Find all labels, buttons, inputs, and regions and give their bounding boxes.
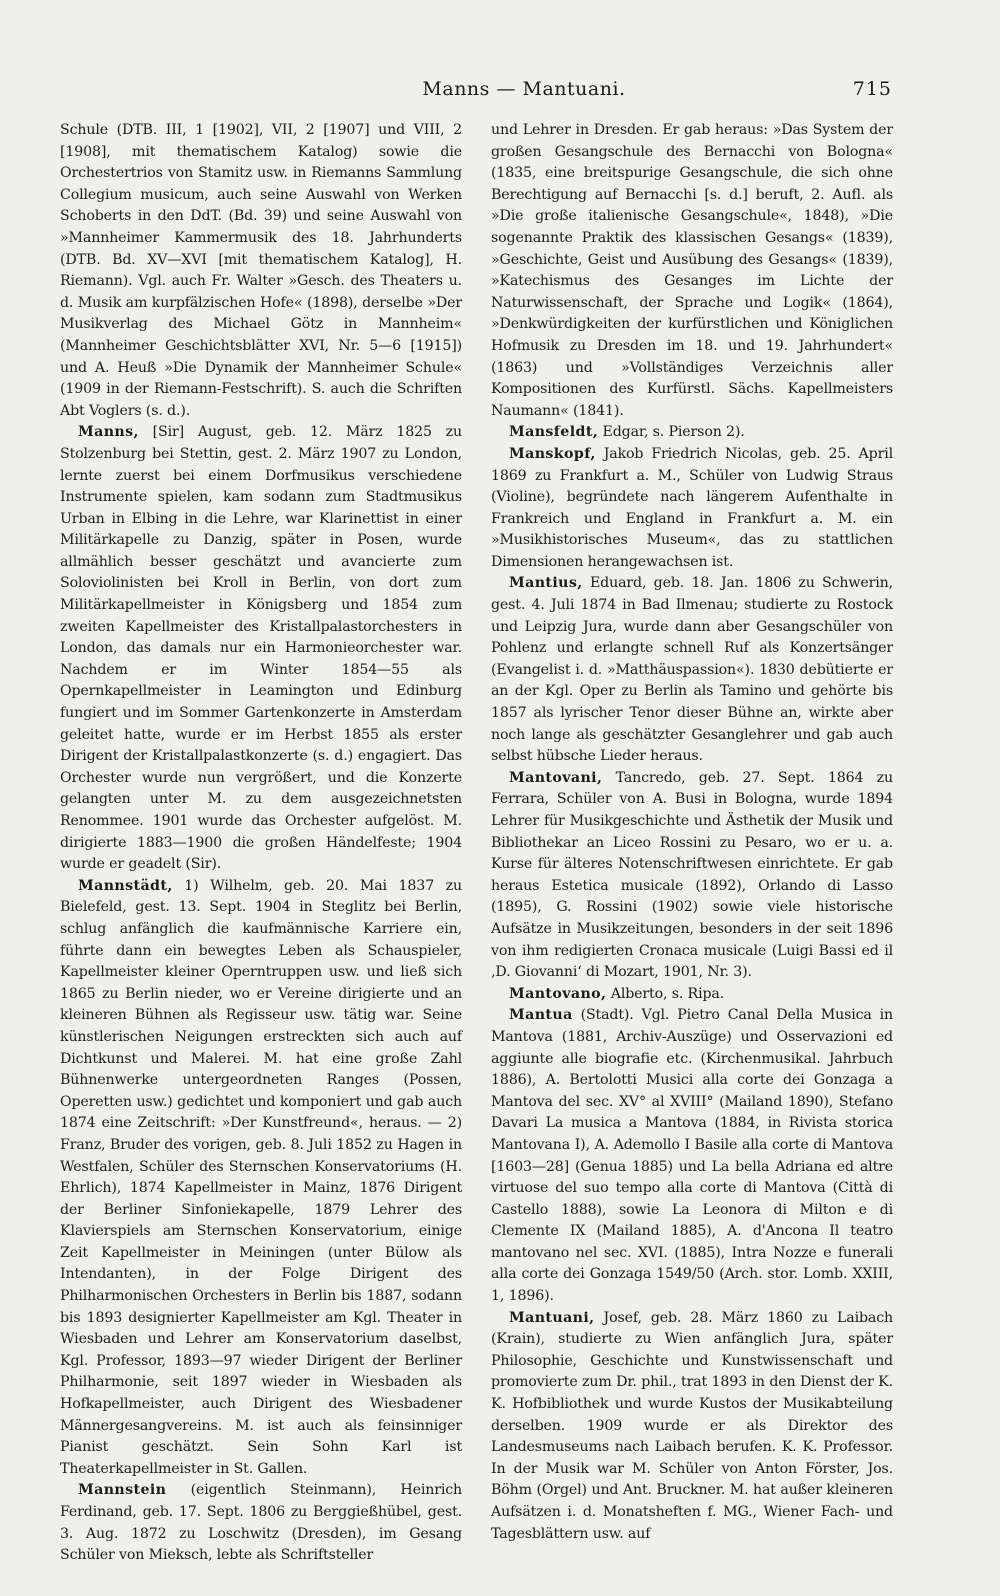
- headword: Mantius,: [509, 575, 583, 592]
- entry-text: (Stadt). Vgl. Pietro Canal Della Musica in Mantova (1881, Archiv-Auszüge) und Osservazioni ed aggiunte alle biografie etc. (Kirchenmusikal. Jahrbuch 1886), A. Bertolotti Musici alla corte dei Gonzaga a Mantova del sec. XV° al XVIII° (Mailand 1890), Stefano Davari La musica a Mantova (1884, in Rivista storica Mantovana I), A. Ademollo I Basile alla corte di Mantova [1603—28] (Genua 1885) und La bella Adriana ed altre virtuose del suo tempo alla corte di Mantova (Città di Castello 1888), sowie La Leonora di Milton e di Clemente IX (Mailand 1885), A. d'Ancona Il teatro mantovano nel sec. XVI. (1885), Intra Nozze e funerali alla corte dei Gonzaga 1549/50 (Arch. stor. Lomb. XXIII, 1, 1896).: [491, 1007, 893, 1305]
- headword: Mantovano,: [509, 985, 607, 1002]
- entry-text: Josef, geb. 28. März 1860 zu Laibach (Krain), studierte zu Wien anfänglich Jura, später Philosophie, Geschichte und Kunstwissenschaft und promovierte zum Dr. phil., trat 1893 in den Dienst der K. K. Hofbibliothek und wurde Kustos der Musikabteilung derselben. 1909 wurde er als Direktor des Landesmuseums nach Laibach berufen. K. K. Professor. In der Musik war M. Schüler von Anton Förster, Jos. Böhm (Orgel) und Ant. Bruckner. M. hat außer kleineren Aufsätzen i. d. Monatsheften f. MG., Wiener Fach- und Tagesblättern usw. auf: [491, 1309, 893, 1542]
- entry-mannstein: [60, 1480, 462, 1566]
- entry-text: Jakob Friedrich Nicolas, geb. 25. April 1869 zu Frankfurt a. M., Schüler von Ludwig Straus (Violine), begründete nach längerem Aufenthalte in Frankreich und England in Frankfurt a. M. ein »Musikhistorisches Museum«, das zu stattlichen Dimensionen herangewachsen ist.: [491, 445, 893, 570]
- running-title: Manns — Mantuani.: [422, 78, 626, 100]
- continued-paragraph: Schule (DTB. III, 1 [1902], VII, 2 [1907] und VIII, 2 [1908], mit thematischem Katalog) sowie die Orchestertrios von Stamitz usw. in Riemanns Sammlung Collegium musicum, auch seine Auswahl von Werken Schoberts in den DdT. (Bd. 39) und seine Auswahl von »Mannheimer Kammermusik des 18. Jahrhunderts (DTB. Bd. XV—XVI [mit thematischem Katalog], H. Riemann). Vgl. auch Fr. Walter »Gesch. des Theaters u. d. Musik am kurpfälzischen Hofe« (1898), derselbe »Der Musikverlag des Michael Götz in Mannheim« (Mannheimer Geschichtsblätter XVI, Nr. 5—6 [1915]) und A. Heuß »Die Dynamik der Mannheimer Schule« (1909 in der Riemann-Festschrift). S. auch die Schriften Abt Voglers (s. d.).: [60, 122, 462, 419]
- entry-mantius: [491, 573, 893, 767]
- entry-mantua: [491, 1005, 893, 1307]
- entry-text: Alberto, s. Ripa.: [606, 985, 725, 1002]
- page-header: [60, 78, 892, 108]
- headword: Manns,: [78, 424, 139, 441]
- headword: Mansfeldt,: [509, 424, 599, 441]
- entry-text: Eduard, geb. 18. Jan. 1806 zu Schwerin, gest. 4. Juli 1874 in Bad Ilmenau; studierte zu Rostock und Leipzig Jura, wurde dann aber Gesangschüler von Pohlenz und erlangte schnell Ruf als Konzertsänger (Evangelist i. d. »Matthäuspassion«). 1830 debütierte er an der Kgl. Oper zu Berlin als Tamino und gehörte bis 1857 als lyrischer Tenor dieser Bühne an, wirkte aber noch lange als geschätzter Gesanglehrer und gab auch selbst hübsche Lieder heraus.: [491, 575, 893, 765]
- right-column: [491, 120, 893, 1560]
- headword: Manskopf,: [509, 445, 596, 462]
- entry-text: Edgar, s. Pierson 2).: [598, 424, 745, 441]
- entry-manns: [60, 422, 462, 875]
- left-column: [60, 120, 462, 1564]
- headword: Mantua: [509, 1007, 573, 1024]
- entry-mantovano: [491, 984, 893, 1006]
- headword: Mannstädt,: [78, 877, 173, 894]
- headword: Mantuani,: [509, 1309, 595, 1326]
- entry-text: Tancredo, geb. 27. Sept. 1864 zu Ferrara, Schüler von A. Busi in Bologna, wurde 1894 Lehrer für Musikgeschichte und Ästhetik der Musik und Bibliothekar an Liceo Rossini zu Pesaro, wo er u. a. Kurse für älteres Notenschriftwesen einrichtete. Er gab heraus Estetica musicale (1892), Orlando di Lasso (1895), G. Rossini (1902) sowie viele historische Aufsätze in Musikzeitungen, besonders in der seit 1896 von ihm redigierten Cronaca musicale (Luigi Bassi ed il ‚D. Giovanni‘ di Mozart, 1901, Nr. 3).: [491, 769, 893, 981]
- entry-manskopf: [491, 444, 893, 574]
- entry-text: [Sir] August, geb. 12. März 1825 zu Stolzenburg bei Stettin, gest. 2. März 1907 zu London, lernte zuerst bei einem Dorfmusikus verschiedene Instrumente spielen, kam sodann zum Stadtmusikus Urban in Elbing in die Lehre, war Klarinettist in einer Militärkapelle zu Danzig, später in Posen, wurde allmählich besser geschätzt und avancierte zum Soloviolinisten bei Kroll in Berlin, von dort zum Militärkapellmeister in Königsberg und 1854 zum zweiten Kapellmeister des Kristallpalastorchesters in London, das damals nur ein Harmonieorchester war. Nachdem er im Winter 1854—55 als Opernkapellmeister in Leamington und Edinburg fungiert und im Sommer Gartenkonzerte in Amsterdam geleitet hatte, wurde er im Herbst 1855 als erster Dirigent der Kristallpalastkonzerte (s. d.) engagiert. Das Orchester wurde nun vergrößert, und die Konzerte gelangten unter M. zu dem ausgezeichnetsten Renommee. 1901 wurde das Orchester aufgelöst. M. dirigierte 1883—1900 die großen Händelfeste; 1904 wurde er geadelt (Sir).: [60, 424, 462, 873]
- text-columns: [60, 120, 893, 1564]
- continued-paragraph: und Lehrer in Dresden. Er gab heraus: »Das System der großen Gesangschule des Bernacchi von Bologna« (1835, eine breitspurige Gesangschule, die sich ohne Berechtigung auf Bernacchi [s. d.] beruft, 2. Aufl. als »Die große italienische Gesangschule«, 1848), »Die sogenannte Praktik des klassischen Gesangs« (1839), »Geschichte, Geist und Ausübung des Gesangs« (1839), »Katechismus des Gesanges im Lichte der Naturwissenschaft, der Sprache und Logik« (1864), »Denkwürdigkeiten der kurfürstlichen und Königlichen Hofmusik zu Dresden im 18. und 19. Jahrhundert« (1863) und »Vollständiges Verzeichnis aller Kompositionen des Kurfürstl. Sächs. Kapellmeisters Naumann« (1841).: [491, 122, 893, 419]
- entry-mannstaedt: [60, 876, 462, 1481]
- page-number: 715: [852, 78, 892, 100]
- entry-mantovani: [491, 768, 893, 984]
- entry-mantuani: [491, 1308, 893, 1546]
- headword: Mannstein: [78, 1482, 167, 1499]
- entry-mansfeldt: [491, 422, 893, 444]
- headword: Mantovani,: [509, 769, 603, 786]
- entry-text: (eigentlich Steinmann), Heinrich Ferdinand, geb. 17. Sept. 1806 zu Berggießhübel, gest. 3. Aug. 1872 zu Loschwitz (Dresden), im Gesang Schüler von Mieksch, lebte als Schriftsteller: [60, 1482, 462, 1564]
- entry-text: 1) Wilhelm, geb. 20. Mai 1837 zu Bielefeld, gest. 13. Sept. 1904 in Steglitz bei Berlin, schlug anfänglich die kaufmännische Karriere ein, führte dann ein bewegtes Leben als Schauspieler, Kapellmeister kleiner Operntruppen usw. und ließ sich 1865 zu Berlin nieder, wo er Vereine dirigierte und an kleineren Bühnen als Regisseur usw. tätig war. Seine künstlerischen Neigungen erstreckten sich auch auf Dichtkunst und Malerei. M. hat eine große Zahl Bühnenwerke untergeordneten Ranges (Possen, Operetten usw.) gedichtet und komponiert und gab auch 1874 eine Zeitschrift: »Der Kunstfreund«, heraus. — 2) Franz, Bruder des vorigen, geb. 8. Juli 1852 zu Hagen in Westfalen, Schüler des Sternschen Konservatoriums (H. Ehrlich), 1874 Kapellmeister in Mainz, 1876 Dirigent der Berliner Sinfoniekapelle, 1879 Lehrer des Klavierspiels am Sternschen Konservatorium, einige Zeit Kapellmeister in Meiningen (unter Bülow als Intendanten), in der Folge Dirigent des Philharmonischen Orchesters in Berlin bis 1887, sodann bis 1893 designierter Kapellmeister am Kgl. Theater in Wiesbaden und Lehrer am Konservatorium daselbst, Kgl. Professor, 1893—97 wieder Dirigent der Berliner Philharmonie, seit 1897 wieder in Wiesbaden als Hofkapellmeister, auch Dirigent des Wiesbadener Männergesangvereins. M. ist auch als feinsinniger Pianist geschätzt. Sein Sohn Karl ist Theaterkapellmeister in St. Gallen.: [60, 877, 462, 1477]
